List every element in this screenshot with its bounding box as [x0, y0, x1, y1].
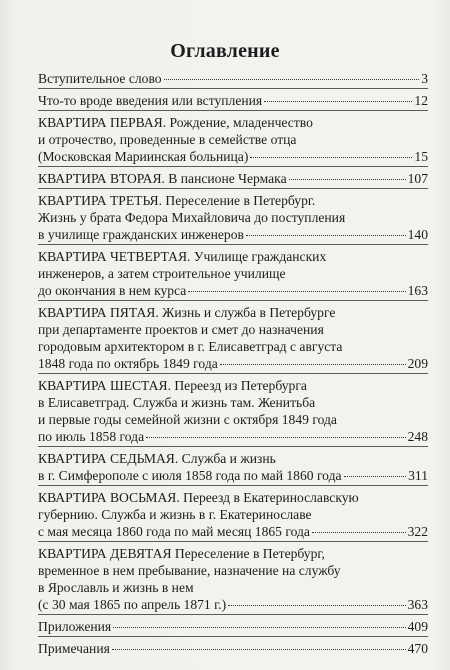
dot-leader — [246, 234, 406, 236]
toc-entry[interactable] — [38, 640, 428, 657]
toc-entry-row — [38, 170, 428, 187]
dot-leader — [220, 363, 406, 365]
toc-entry[interactable] — [38, 489, 428, 540]
toc-entry-line: городовым архитектором в г. Елисаветград с августа — [38, 339, 343, 354]
toc-entry-text: КВАРТИРА ВТОРАЯ. В пансионе Чермака — [38, 171, 287, 186]
toc-separator-line — [38, 446, 428, 447]
toc-entry[interactable] — [38, 377, 428, 445]
toc-separator-line — [38, 614, 428, 615]
toc-separator-line — [38, 373, 428, 374]
toc-entry-line: КВАРТИРА ПЯТАЯ. Жизнь и служба в Петербурге — [38, 305, 336, 320]
toc-entry-line: губернию. Служба и жизнь в г. Екатеринославе — [38, 507, 312, 522]
toc-separator-line — [38, 300, 428, 301]
toc-entry-line: КВАРТИРА ПЕРВАЯ. Рождение, младенчество — [38, 115, 313, 130]
toc-entry[interactable] — [38, 618, 428, 635]
toc-entry-line: в Ярославль и жизнь в нем — [38, 580, 194, 595]
toc-separator-line — [38, 88, 428, 89]
toc-entry-text: (с 30 мая 1865 по апрель 1871 г.) — [38, 597, 227, 612]
dot-leader — [264, 100, 412, 102]
toc-entry-line: КВАРТИРА СЕДЬМАЯ. Служба и жизнь — [38, 451, 276, 466]
toc-page-number: 12 — [414, 93, 428, 108]
toc-entry[interactable] — [38, 92, 428, 109]
toc-page-number: 3 — [421, 71, 428, 86]
toc-entry-text: в г. Симферополе с июля 1858 года по май 1860 года — [38, 468, 342, 483]
toc-page-number: 470 — [407, 641, 428, 656]
toc-entry-line: в Елисаветград. Служба и жизнь там. Женитьба — [38, 395, 316, 410]
toc-entry[interactable] — [38, 450, 428, 484]
toc-entry-row — [38, 618, 428, 635]
toc-entry-row — [38, 467, 428, 484]
toc-entry-row — [38, 523, 428, 540]
toc-entry-row — [38, 640, 428, 657]
toc-entry-row — [38, 226, 428, 243]
toc-separator-line — [38, 244, 428, 245]
toc-separator-line — [38, 110, 428, 111]
toc-entry-text: в училище гражданских инженеров — [38, 227, 244, 242]
toc-entry-text: Примечания — [38, 641, 110, 656]
toc-entry-line: и первые годы семейной жизни с октября 1849 года — [38, 412, 337, 427]
toc-page-number: 163 — [407, 283, 428, 298]
toc-entry-row — [38, 70, 428, 87]
dot-leader — [289, 178, 406, 180]
dot-leader — [228, 604, 406, 606]
toc-page-number: 140 — [407, 227, 428, 242]
toc-entry[interactable] — [38, 248, 428, 299]
toc-separator-line — [38, 485, 428, 486]
table-of-contents — [38, 70, 428, 657]
toc-entry-line: и отрочество, проведенные в семействе отца — [38, 132, 297, 147]
dot-leader — [146, 436, 405, 438]
toc-entry-line: Жизнь у брата Федора Михайловича до поступления — [38, 210, 346, 225]
toc-entry[interactable] — [38, 192, 428, 243]
page-title: Оглавление — [170, 40, 280, 62]
dot-leader — [112, 648, 406, 650]
toc-entry-text: Приложения — [38, 619, 112, 634]
toc-page-number: 15 — [414, 149, 428, 164]
toc-entry-text: Вступительное слово — [38, 71, 162, 86]
toc-entry-text: до окончания в нем курса — [38, 283, 187, 298]
toc-page-number: 409 — [407, 619, 428, 634]
toc-entry-row — [38, 428, 428, 445]
toc-entry[interactable] — [38, 114, 428, 165]
toc-page-number: 209 — [407, 356, 428, 371]
toc-entry-text: (Московская Мариинская больница) — [38, 149, 249, 164]
toc-entry-text: 1848 года по октябрь 1849 года — [38, 356, 218, 371]
toc-entry-line: КВАРТИРА ВОСЬМАЯ. Переезд в Екатеринославскую — [38, 490, 359, 505]
dot-leader — [344, 475, 407, 477]
toc-entry-row — [38, 355, 428, 372]
toc-separator-line — [38, 541, 428, 542]
toc-entry-row — [38, 92, 428, 109]
toc-entry-line: КВАРТИРА ЧЕТВЕРТАЯ. Училище гражданских — [38, 249, 327, 264]
toc-entry-text: с мая месяца 1860 года по май месяц 1865 года — [38, 524, 310, 539]
toc-separator-line — [38, 636, 428, 637]
toc-entry-line: КВАРТИРА ДЕВЯТАЯ Переселение в Петербург, — [38, 546, 325, 561]
toc-entry-text: Что-то вроде введения или вступления — [38, 93, 263, 108]
toc-entry[interactable] — [38, 304, 428, 372]
dot-leader — [188, 290, 405, 292]
toc-page-number: 363 — [407, 597, 428, 612]
toc-entry-row — [38, 148, 428, 165]
toc-entry-text: по июль 1858 года — [38, 429, 145, 444]
toc-entry[interactable] — [38, 70, 428, 87]
toc-entry-row — [38, 282, 428, 299]
toc-entry-line: КВАРТИРА ТРЕТЬЯ. Переселение в Петербург. — [38, 193, 316, 208]
dot-leader — [312, 531, 406, 533]
dot-leader — [164, 78, 420, 80]
toc-entry-line: инженеров, а затем строительное училище — [38, 266, 286, 281]
dot-leader — [250, 156, 412, 158]
toc-separator-line — [38, 166, 428, 167]
toc-page-number: 248 — [407, 429, 428, 444]
toc-page-number: 107 — [407, 171, 428, 186]
toc-entry-line: временное в нем пребывание, назначение на службу — [38, 563, 341, 578]
toc-entry-line: КВАРТИРА ШЕСТАЯ. Переезд из Петербурга — [38, 378, 307, 393]
toc-separator-line — [38, 188, 428, 189]
dot-leader — [113, 626, 405, 628]
toc-page-number: 322 — [407, 524, 428, 539]
toc-entry[interactable] — [38, 170, 428, 187]
toc-entry[interactable] — [38, 545, 428, 613]
toc-page-number: 311 — [408, 468, 428, 483]
toc-entry-row — [38, 596, 428, 613]
toc-entry-line: при департаменте проектов и смет до назначения — [38, 322, 324, 337]
